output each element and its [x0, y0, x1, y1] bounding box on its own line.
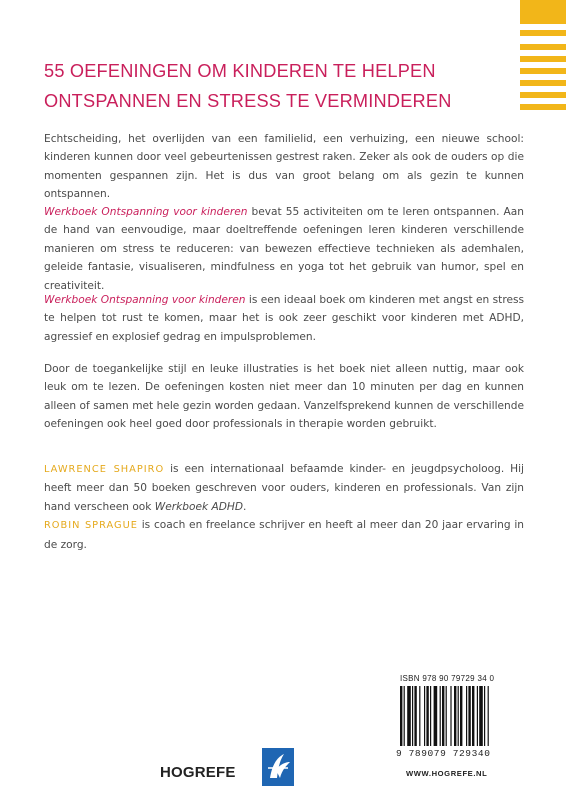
barcode-bar [434, 686, 438, 746]
decorative-stripes [520, 0, 566, 120]
headline-line-2: ONTSPANNEN EN STRESS TE VERMINDEREN [44, 91, 452, 111]
book-title-reference: Werkboek Ontspanning voor kinderen [44, 294, 246, 306]
author-bio-shapiro: is een internationaal befaamde kinder- en jeugdpsycholoog. Hij heeft meer dan 50 boeken geschreven voor ouders, kinderen en professionals. Van zijn hand verscheen ook [44, 463, 524, 513]
stripe [520, 92, 566, 98]
barcode-bar [440, 686, 441, 746]
barcode-bar [454, 686, 456, 746]
barcode-bar [430, 686, 431, 746]
related-book-title: Werkboek ADHD [154, 500, 244, 513]
stripe [520, 80, 566, 86]
blurb-paragraph-2 [44, 203, 524, 295]
barcode-bar [450, 686, 451, 746]
sentence-end: . [243, 500, 247, 513]
barcode-bar [460, 686, 462, 746]
barcode-bar [419, 686, 420, 746]
barcode-bar [412, 686, 413, 746]
barcode-bar [414, 686, 416, 746]
barcode-bar [426, 686, 428, 746]
isbn-digits: 9 789079 729340 [396, 748, 491, 759]
blurb-paragraph-4: Door de toegankelijke stijl en leuke illustraties is het boek niet alleen nuttig, maar ook leuk om te lezen. De oefeningen kosten niet meer dan 10 minuten per dag en kunnen alleen of samen met hele gezin worden gedaan. Vanzelfsprekend kunnen de verschillende oefeningen ook heel goed door professionals in therapie worden gebruikt. [44, 363, 524, 431]
stripe [520, 44, 566, 50]
stripe [520, 56, 566, 62]
publisher-website: WWW.HOGREFE.NL [406, 769, 488, 778]
barcode-bar [477, 686, 478, 746]
barcode-bar [468, 686, 470, 746]
isbn-label: ISBN 978 90 79729 34 0 [400, 674, 495, 683]
barcode-bar [458, 686, 459, 746]
stripe [520, 0, 566, 24]
author-name-sprague: ROBIN SPRAGUE [44, 520, 138, 532]
blurb-paragraph-3 [44, 291, 524, 346]
barcode-bar [466, 686, 467, 746]
blurb-paragraph-2-text: bevat 55 activiteiten om te leren ontspannen. Aan de hand van eenvoudige, maar doeltreffende oefeningen leren kinderen verschillende manieren om stress te reduceren: van bewezen effectieve technieken als ademhalen, geleide fantasie, visualiseren, mindfulness en yoga tot het gebruik van humor, spel en creativiteit. [44, 206, 525, 292]
book-title-reference: Werkboek Ontspanning voor kinderen [44, 206, 248, 218]
barcode-bar [424, 686, 425, 746]
barcode-bar [488, 686, 489, 746]
blurb-paragraph-1: Echtscheiding, het overlijden van een familielid, een verhuizing, een nieuwe school: kinderen kunnen door veel gebeurtenissen gestrest raken. Zeker als ook de ouders op die momenten gespannen zijn. Het is dus van groot belang om als gezin te kunnen ontspannen. [44, 133, 524, 201]
author-bios [44, 460, 524, 554]
back-cover-headline [44, 56, 484, 116]
author-bio-sprague: is coach en freelance schrijver en heeft al meer dan 20 jaar ervaring in de zorg. [44, 519, 524, 551]
author-name-shapiro: LAWRENCE SHAPIRO [44, 464, 165, 475]
barcode-bar [472, 686, 474, 746]
publisher-name: HOGREFE [160, 764, 236, 781]
barcode-bar [446, 686, 447, 746]
stripe [520, 104, 566, 110]
stripe [520, 68, 566, 74]
hogrefe-logo-icon [262, 748, 294, 786]
barcode-bar [407, 686, 411, 746]
barcode-bars [398, 686, 520, 748]
blurb-paragraph-3-text: is een ideaal boek om kinderen met angst en stress te helpen tot rust te komen, maar het is ook zeer geschikt voor kinderen met ADHD, agressief en explosief gedrag en impulsproblemen. [44, 294, 525, 343]
headline-line-1: 55 OEFENINGEN OM KINDEREN TE HELPEN [44, 61, 436, 81]
barcode-bar [442, 686, 444, 746]
barcode-bar [400, 686, 402, 746]
isbn-barcode [392, 668, 524, 764]
stripe [520, 30, 566, 36]
barcode-bar [404, 686, 405, 746]
barcode-bar [484, 686, 485, 746]
barcode-bar [479, 686, 483, 746]
